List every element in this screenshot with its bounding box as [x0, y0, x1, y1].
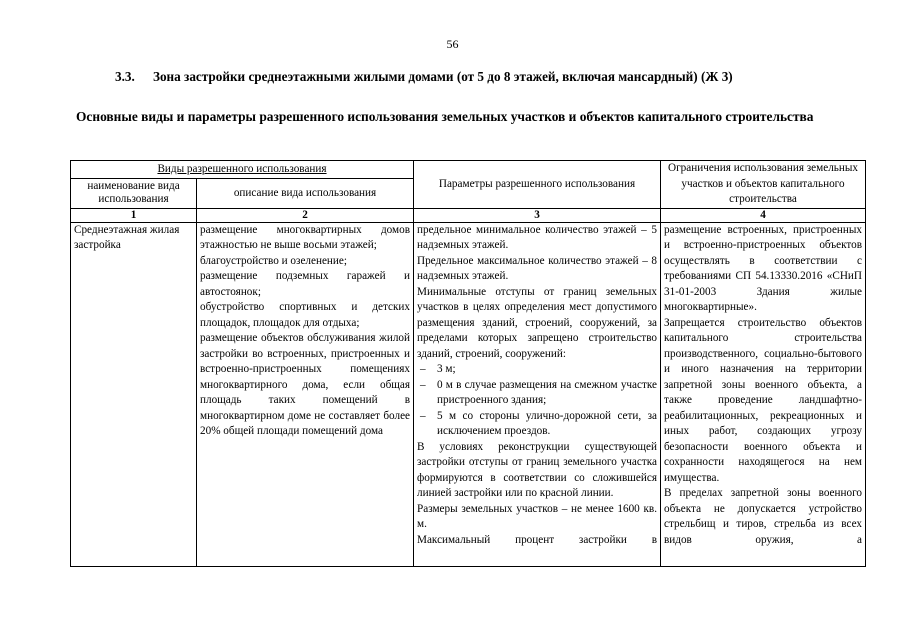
- regulations-table: [70, 160, 866, 567]
- description-item: благоустройство и озеленение;: [200, 254, 347, 267]
- use-restrictions: [661, 222, 866, 566]
- restriction-paragraph: Запрещается строительство объектов капитального строительства производственного, социально-бытового и иного назначения на территории запретной зоны военного объекта, а также проведение ландшафтно-реабилитационных, рекреационных и иных работ, создающих угрозу безопасности военного объекта и сохранности находящегося на нем имущества.: [664, 316, 862, 484]
- use-type-description: [197, 222, 414, 566]
- parameter-paragraph: Размеры земельных участков – не менее 1600 кв. м.: [417, 502, 657, 530]
- column-number: 1: [71, 208, 197, 222]
- table-heading: Основные виды и параметры разрешенного использования земельных участков и объектов капитального строительства: [76, 109, 814, 124]
- page-number: 56: [446, 37, 459, 51]
- section-title: Зона застройки среднеэтажными жилыми домами (от 5 до 8 этажей, включая мансардный) (Ж 3): [153, 69, 733, 84]
- use-type-name-text: Среднеэтажная жилая застройка: [74, 223, 180, 251]
- list-item: – 3 м;: [420, 363, 456, 375]
- parameter-paragraph: Предельное максимальное количество этажей – 8 надземных этажей.: [417, 254, 657, 282]
- table-header-row-1: [71, 161, 866, 179]
- restriction-paragraph: В пределах запретной зоны военного объекта не допускается устройство стрельбищ и тиров, стрельба из всех видов оружия, а: [664, 487, 862, 546]
- header-group-title: Виды разрешенного использования: [71, 161, 414, 179]
- description-item: обустройство спортивных и детских площадок, площадок для отдыха;: [200, 301, 410, 329]
- setback-list: [417, 362, 657, 440]
- use-type-name: [71, 222, 197, 566]
- list-item: – 0 м в случае размещения на смежном участке пристроенного здания;: [420, 378, 657, 406]
- section-number: 3.3.: [115, 69, 135, 84]
- description-item: размещение объектов обслуживания жилой застройки во встроенных, пристроенных и встроенно-пристроенных помещениях многоквартирного дома, если общая площадь таких помещений в многоквартирном доме не составляет более 20% общей площади помещений дома: [200, 332, 410, 437]
- parameter-paragraph: Максимальный процент застройки в: [417, 533, 657, 546]
- use-parameters: [414, 222, 661, 566]
- description-item: размещение многоквартирных домов этажностью не выше восьми этажей;: [200, 223, 410, 251]
- description-item: размещение подземных гаражей и автостоянок;: [200, 270, 410, 298]
- column-number: 4: [661, 208, 866, 222]
- parameter-paragraph: предельное минимальное количество этажей – 5 надземных этажей.: [417, 223, 657, 251]
- parameter-paragraph: В условиях реконструкции существующей застройки отступы от границ земельного участка формируются в соответствии со сложившейся линией застройки или по красной линии.: [417, 440, 657, 499]
- header-col2-title: описание вида использования: [197, 179, 414, 208]
- header-col1-title: наименование вида использования: [71, 179, 197, 208]
- column-number: 3: [414, 208, 661, 222]
- column-number: 2: [197, 208, 414, 222]
- header-col4-title: Ограничения использования земельных участков и объектов капитального строительства: [661, 161, 866, 209]
- list-item: – 5 м со стороны улично-дорожной сети, за исключением проездов.: [420, 409, 657, 437]
- parameter-paragraph: Минимальные отступы от границ земельных участков в целях определения мест допустимого размещения зданий, строений, сооружений, за пределами которых запрещено строительство зданий, строений, сооружений:: [417, 285, 657, 360]
- restriction-paragraph: размещение встроенных, пристроенных и встроенно-пристроенных объектов осуществлять в соответствии с требованиями СП 54.13330.2016 «СНиП 31-01-2003 Здания жилые многоквартирные».: [664, 223, 862, 313]
- column-numbers-row: [71, 208, 866, 222]
- section-heading: [115, 69, 733, 85]
- table-row: [71, 222, 866, 566]
- header-col3-title: Параметры разрешенного использования: [414, 161, 661, 209]
